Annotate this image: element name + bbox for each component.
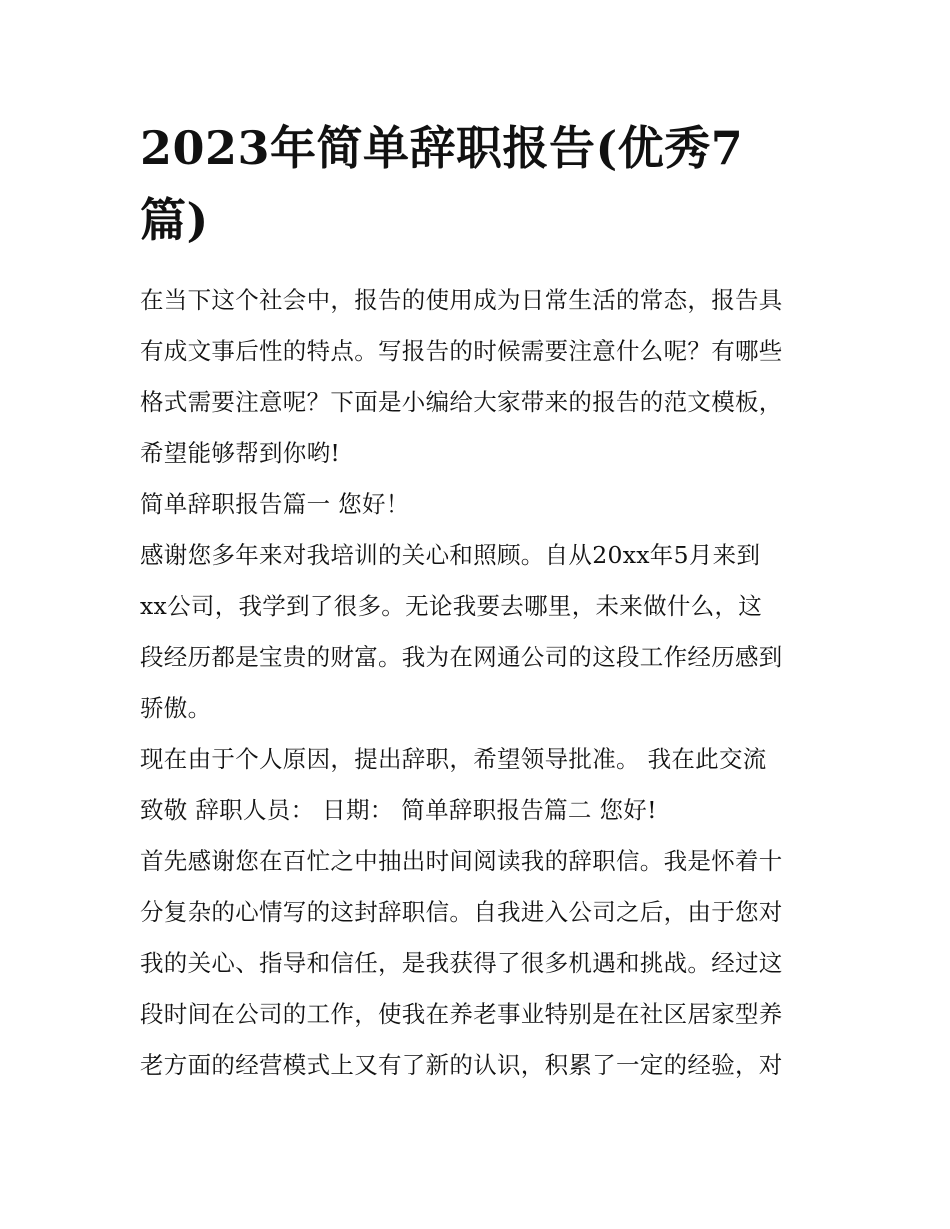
body-line: 希望能够帮到你哟! [140, 439, 341, 467]
body-line: 有成文事后性的特点。写报告的时候需要注意什么呢？有哪些 [140, 337, 783, 365]
document-title: 2023年简单辞职报告(优秀7篇) [140, 121, 744, 247]
body-line: 骄傲。 [140, 694, 212, 722]
body-line: 我的关心、指导和信任，是我获得了很多机遇和挑战。经过这 [140, 949, 783, 977]
body-line: 感谢您多年来对我培训的关心和照顾。自从20xx年5月来到 [140, 541, 761, 569]
body-line: 段经历都是宝贵的财富。我为在网通公司的这段工作经历感到 [140, 643, 783, 671]
body-line: 格式需要注意呢？下面是小编给大家带来的报告的范文模板， [140, 388, 783, 416]
section-heading-line: 致敬 辞职人员： 日期： 简单辞职报告篇二 您好! [140, 796, 657, 824]
body-line: 首先感谢您在百忙之中抽出时间阅读我的辞职信。我是怀着十 [140, 847, 783, 875]
section-heading-line: 简单辞职报告篇一 您好！ [140, 490, 410, 518]
body-line: 分复杂的心情写的这封辞职信。自我进入公司之后，由于您对 [140, 898, 783, 926]
body-line: 老方面的经营模式上又有了新的认识，积累了一定的经验，对 [140, 1051, 783, 1079]
body-line: 段时间在公司的工作，使我在养老事业特别是在社区居家型养 [140, 1000, 783, 1028]
body-line: 在当下这个社会中，报告的使用成为日常生活的常态，报告具 [140, 286, 783, 314]
body-line: xx公司，我学到了很多。无论我要去哪里，未来做什么，这 [140, 592, 763, 620]
body-line: 现在由于个人原因，提出辞职，希望领导批准。 我在此交流 [140, 745, 767, 773]
